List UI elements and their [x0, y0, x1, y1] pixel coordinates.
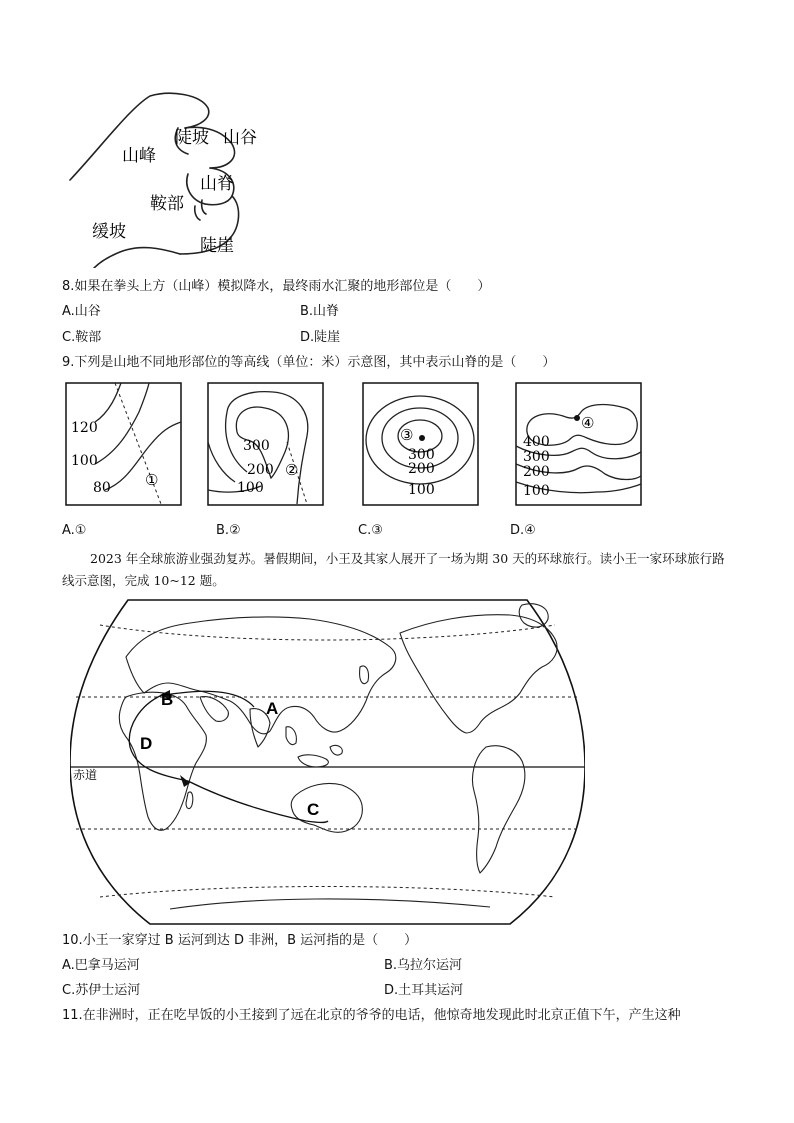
q10-option-a[interactable]: A.巴拿马运河: [62, 958, 140, 973]
q10-option-b[interactable]: B.乌拉尔运河: [384, 958, 463, 973]
intro-passage: 2023 年全球旅游业强劲复苏。暑假期间，小王及其家人展开了一场为期 30 天的环球旅行。读小王一家环球旅行路线示意图，完成 10~12 题。: [62, 551, 725, 588]
map-point-d: D: [140, 734, 153, 753]
equator-label: 赤道: [73, 768, 98, 782]
panel-4-contour-300: 300: [523, 449, 550, 465]
question-8-stem: 8.如果在拳头上方（山峰）模拟降水，最终雨水汇聚的地形部位是（ ）: [62, 279, 491, 294]
q8-option-b[interactable]: B.山脊: [300, 304, 340, 319]
q10-option-c[interactable]: C.苏伊士运河: [62, 983, 141, 998]
fist-landform-figure: [60, 88, 280, 268]
panel-2-contour-300: 300: [243, 438, 270, 454]
q9-option-d[interactable]: D.④: [510, 523, 536, 538]
contour-panel-3: [362, 382, 479, 506]
map-point-c: C: [307, 800, 320, 819]
panel-1-contour-100: 100: [71, 453, 98, 469]
q9-option-b[interactable]: B.②: [216, 523, 241, 538]
q9-option-a[interactable]: A.①: [62, 523, 87, 538]
panel-4-contour-100: 100: [523, 483, 550, 499]
panel-2-marker: ②: [285, 461, 299, 479]
q8-option-a[interactable]: A.山谷: [62, 304, 101, 319]
panel-4-contour-200: 200: [523, 464, 550, 480]
map-point-b: B: [161, 690, 174, 709]
q10-option-d[interactable]: D.土耳其运河: [384, 983, 464, 998]
q8-option-d[interactable]: D.陡崖: [300, 330, 341, 345]
panel-2-contour-200: 200: [247, 462, 274, 478]
steep-slope-label: 陡坡: [175, 128, 209, 148]
panel-3-contour-200: 200: [408, 461, 435, 477]
world-travel-route-map: [70, 597, 585, 927]
map-point-a: A: [266, 699, 279, 718]
panel-3-contour-300: 300: [408, 447, 435, 463]
valley-label: 山谷: [223, 128, 257, 148]
question-11-stem: 11.在非洲时，正在吃早饭的小王接到了远在北京的爷爷的电话，他惊奇地发现此时北京正值下午，产生这种: [62, 1008, 681, 1023]
panel-1-marker: ①: [145, 471, 159, 489]
panel-4-marker: ④: [581, 414, 595, 432]
panel-3-contour-100: 100: [408, 482, 435, 498]
panel-1-contour-120: 120: [71, 420, 98, 436]
contour-panel-2: [207, 382, 324, 506]
q9-option-c[interactable]: C.③: [358, 523, 383, 538]
contour-panel-4: [515, 382, 642, 506]
question-10-stem: 10.小王一家穿过 B 运河到达 D 非洲，B 运河指的是（ ）: [62, 933, 418, 948]
saddle-label: 鞍部: [150, 194, 184, 214]
gentle-slope-label: 缓坡: [92, 222, 126, 242]
cliff-label: 陡崖: [200, 236, 234, 256]
panel-4-contour-400: 400: [523, 434, 550, 450]
question-9-stem: 9.下列是山地不同地形部位的等高线（单位：米）示意图，其中表示山脊的是（ ）: [62, 355, 556, 370]
panel-2-contour-100: 100: [237, 480, 264, 496]
contour-panel-1: [65, 382, 182, 506]
q8-option-c[interactable]: C.鞍部: [62, 330, 102, 345]
peak-label: 山峰: [122, 146, 156, 166]
panel-3-marker: ③: [400, 426, 414, 444]
panel-1-contour-80: 80: [93, 480, 111, 496]
ridge-label: 山脊: [200, 174, 234, 194]
